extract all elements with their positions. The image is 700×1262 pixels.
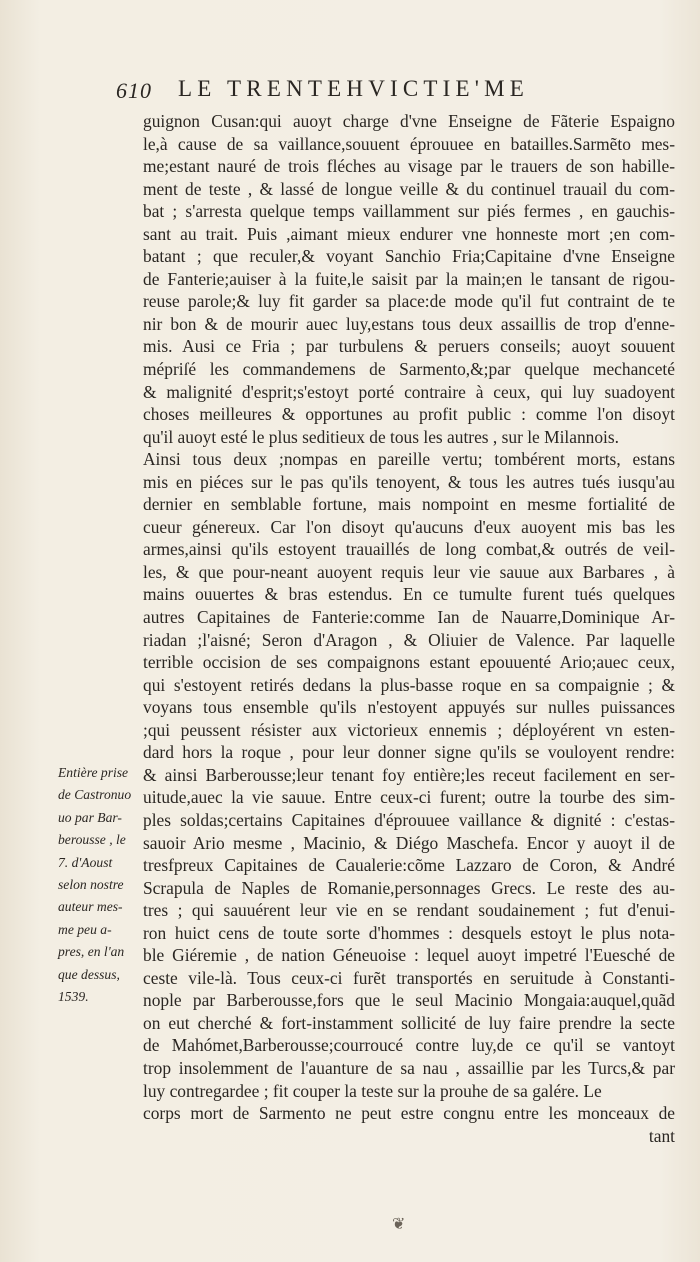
text-line: tresfpreux Capitaines de Caualerie:cõme Lazzaro de Coron, & André — [143, 855, 675, 876]
text-line: uitude,auec la vie sauue. Entre ceux-ci furent; outre la tourbe des sim- — [143, 787, 675, 808]
text-line: mépriſé les commandemens de Sarmento,&;par quelque mechanceté — [143, 359, 675, 380]
margin-note-line: de Castronuo — [58, 787, 132, 803]
text-line: & malignité d'esprit;s'estoyt porté contraire à ceux, qui luy suadoyent — [143, 381, 675, 402]
text-line: nople par Barberousse,fors que le seul Macinio Mongaia:auquel,quãd — [143, 990, 675, 1011]
margin-note-line: uo par Bar- — [58, 809, 122, 825]
text-line: cueur génereux. Car l'on disoyt qu'aucuns d'eux auoyent mis bas les — [143, 516, 675, 537]
text-line: trop insolemment de l'auanture de sa nau , assaillie par les Turcs,& par — [143, 1057, 675, 1078]
text-line: mains ouuertes & bras estendus. En ce tumulte furent tués quelques — [143, 584, 675, 605]
text-line: Scrapula de Naples de Romanie,personnages Grecs. Le reste des au- — [143, 877, 675, 898]
text-line: luy contregardee ; fit couper la teste sur la prouhe de sa galére. Le — [143, 1080, 602, 1101]
margin-note-line: berousse , le — [58, 832, 126, 848]
margin-note-line: Entière prise — [58, 765, 129, 780]
text-line: de Fanterie;auiser à la fuite,le saisit par la main;en le tansant de rigou- — [143, 268, 675, 289]
text-line: guignon Cusan:qui auoyt charge d'vne Enseigne de Fãterie Espaigno — [143, 111, 675, 131]
text-line: ;qui peussent résister aux victorieux ennemis ; déployérent vn esten- — [143, 719, 675, 740]
text-line: les, & que pour-neant auoyent requis leur vie sauue aux Barbares , à — [143, 561, 675, 582]
margin-note-line: pres, en l'an — [58, 944, 125, 960]
text-line: ron huict cens de toute sorte d'hommes : desquels estoyt le plus nota- — [143, 922, 675, 943]
text-line: ble Giéremie , de nation Géneuoise : lequel auoyt impetré l'Euesché de — [143, 945, 675, 966]
text-line: terrible occision de ses compaignons estant epouuenté Ario;auec ceux, — [143, 652, 675, 673]
text-line: on eut cherché & fort-instamment sollicité de luy faire prendre la secte — [143, 1012, 675, 1033]
margin-note-line: me peu a- — [58, 921, 112, 937]
main-text-block — [143, 110, 675, 1147]
text-line: nir bon & de mourir auec luy,estans tous deux assaillis de trop d'enne- — [143, 313, 675, 334]
text-line: de Mahómet,Barberousse;courroucé contre luy,de ce qu'il se vantoyt — [143, 1035, 675, 1056]
text-line: ment de teste , & lassé de longue veille & du continuel trauail du com- — [143, 178, 675, 199]
page-number: 610 — [116, 78, 152, 103]
text-line: bat ; s'arresta quelque temps vaillamment sur piés fermes , en gauchis- — [143, 201, 675, 222]
text-line: autres Capitaines de Fanterie:comme Ian de Nauarre,Dominique Ar- — [143, 607, 675, 628]
text-line: ceste vile-là. Tous ceux-ci furẽt transportés en seruitude à Constanti- — [143, 967, 675, 988]
text-line: mis en piéces sur le pas qu'ils tenoyent, & tous les autres tués iusqu'au — [143, 471, 675, 492]
margin-note-line: que dessus, — [58, 966, 120, 982]
text-line: batant ; que reculer,& voyant Sanchio Fria;Capitaine d'vne Enseigne — [143, 246, 675, 267]
text-line: dard hors la roque , pour leur donner signe qu'ils se vouloyent rendre: — [143, 742, 675, 763]
margin-note-line: selon nostre — [58, 877, 124, 893]
text-line: tres ; qui sauuérent leur vie en se rendant soudainement ; fut d'enui- — [143, 900, 675, 921]
text-line: le,à cause de sa vaillance,souuent éprouuee en batailles.Sarmẽto mes- — [143, 133, 675, 154]
text-line: qu'il auoyt esté le plus seditieux de tous les autres , sur le Milannois. — [143, 426, 619, 447]
text-line: sauoir Ario mesme , Macinio, & Diégo Maschefa. Encor y auoyt il de — [143, 832, 675, 853]
text-line: ples soldas;certains Capitaines d'éprouuee vaillance & dignité : c'estas- — [143, 809, 675, 830]
text-line: me;estant nauré de trois fléches au visage par le trauers de son habille- — [143, 156, 675, 177]
text-line: tant — [648, 1125, 675, 1146]
text-line: voyans tous ensemble qu'ils n'estoyent appuyés sur nulles puissances — [143, 697, 675, 718]
text-line: dernier en semblable fortune, mais nompoint en mesme fortialité de — [143, 494, 675, 515]
text-line: riadan ;l'aisné; Seron d'Aragon , & Oliuier de Valence. Par laquelle — [143, 629, 675, 650]
text-line: Ainsi tous deux ;nompas en pareille vertu; tombérent morts, estans — [143, 449, 675, 470]
margin-note — [58, 762, 140, 1008]
margin-note-line: 7. d'Aoust — [58, 854, 113, 870]
text-line: & ainsi Barberousse;leur tenant foy entière;les receut facilement en ser- — [143, 764, 675, 785]
text-line: armes,ainsi qu'ils estoyent trauaillés de long combat,& outrés de veil- — [143, 539, 675, 560]
text-line: qui s'estoyent retirés dedans la plus-basse roque en sa compaignie ; & — [143, 674, 675, 695]
text-line: choses meilleures & opportunes au profit public : comme l'on disoyt — [143, 404, 675, 425]
margin-note-line: 1539. — [58, 989, 89, 1005]
text-line: sant au trait. Puis ,aimant mieux endurer vne honneste mort ;en com- — [143, 223, 675, 244]
text-line: mis. Ausi ce Fria ; par turbulens & peruers conseils; auoyt souuent — [143, 336, 675, 357]
margin-note-line: auteur mes- — [58, 899, 123, 915]
text-line: reuse parole;& luy fit garder sa place:de mode qu'il fut contraint de te — [143, 291, 675, 312]
text-line: corps mort de Sarmento ne peut estre congnu entre les monceaux de — [143, 1103, 675, 1124]
ornament-icon: ❦ — [392, 1216, 406, 1233]
running-head: LE TRENTEHVICTIE'ME — [178, 76, 530, 101]
